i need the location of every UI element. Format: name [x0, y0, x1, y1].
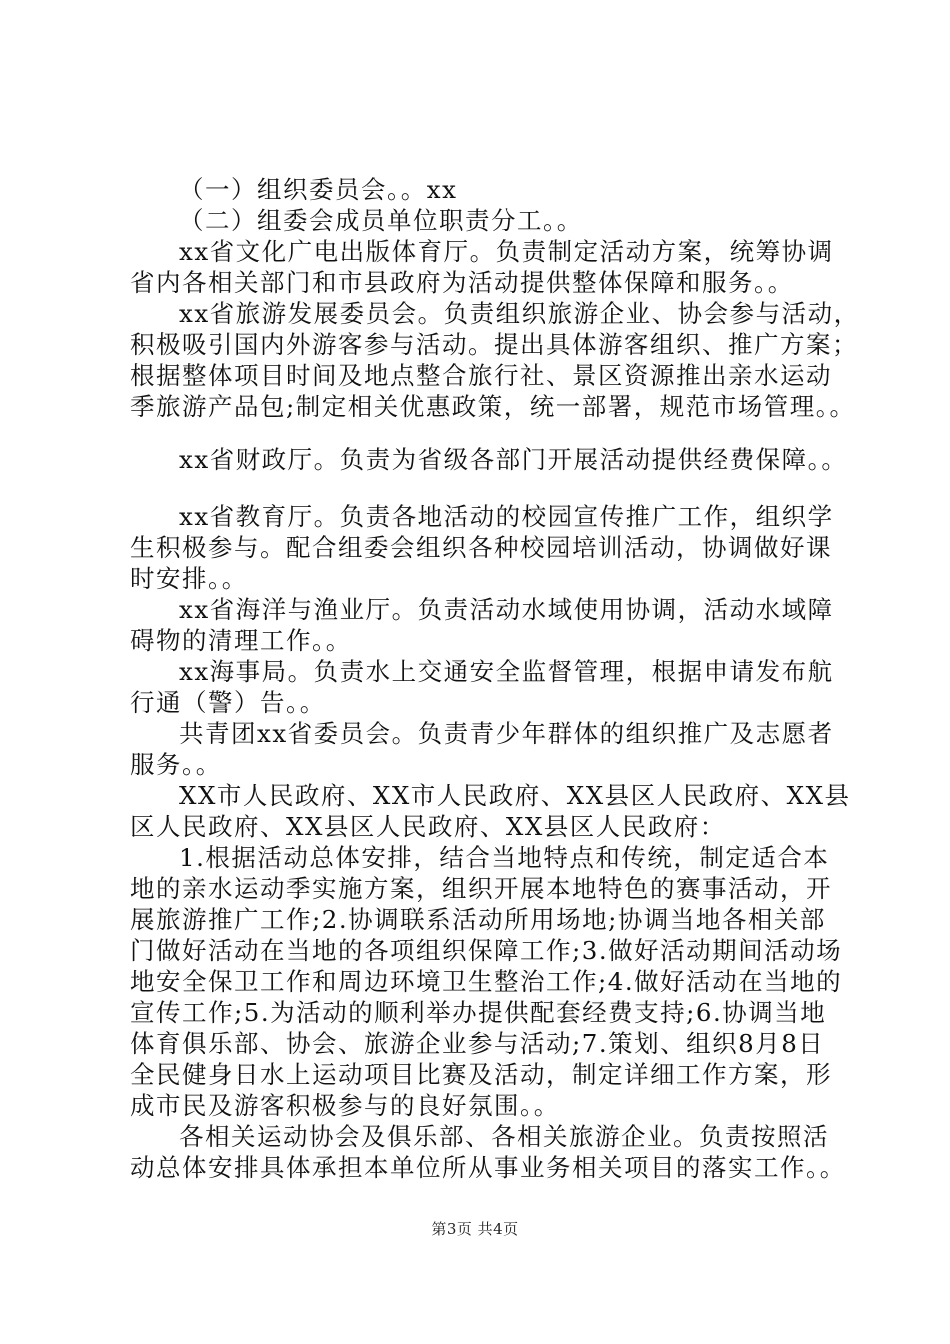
paragraph-tourism-line-1: xx省旅游发展委员会。负责组织旅游企业、协会参与活动，	[179, 299, 860, 328]
paragraph-maritime-line-1: xx海事局。负责水上交通安全监督管理，根据申请发布航	[179, 657, 834, 686]
paragraph-duties-list-line-1: 1.根据活动总体安排，结合当地特点和传统，制定适合本	[179, 843, 830, 872]
paragraph-duties-list-line-7: 体育俱乐部、协会、旅游企业参与活动;7.策划、组织8月8日	[130, 1029, 825, 1058]
heading-organizing-committee: （一）组织委员会。。xx	[179, 175, 458, 204]
paragraph-duties-list-line-4: 门做好活动在当地的各项组织保障工作;3.做好活动期间活动场	[130, 936, 843, 965]
paragraph-ocean-line-2: 碍物的清理工作。。	[130, 626, 352, 655]
paragraph-governments-line-1: XX市人民政府、XX市人民政府、XX县区人民政府、XX县	[179, 781, 851, 810]
document-body	[130, 174, 860, 1183]
paragraph-governments-line-2: 区人民政府、XX县区人民政府、XX县区人民政府：	[130, 812, 726, 841]
paragraph-duties-list-line-6: 宣传工作;5.为活动的顺利举办提供配套经费支持;6.协调当地	[130, 998, 827, 1027]
paragraph-tourism-line-4: 季旅游产品包;制定相关优惠政策，统一部署，规范市场管理。。	[130, 392, 856, 421]
paragraph-finance-dept: xx省财政厅。负责为省级各部门开展活动提供经费保障。。	[179, 445, 848, 474]
page-footer: 第3页 共4页	[431, 1220, 519, 1238]
paragraph-duties-list-line-8: 全民健身日水上运动项目比赛及活动，制定详细工作方案，形	[130, 1060, 832, 1089]
paragraph-culture-dept-line-1: xx省文化广电出版体育厅。负责制定活动方案，统筹协调	[179, 237, 834, 266]
paragraph-duties-list-line-2: 地的亲水运动季实施方案，组织开展本地特色的赛事活动，开	[130, 874, 832, 903]
paragraph-youth-league-line-1: 共青团xx省委员会。负责青少年群体的组织推广及志愿者	[179, 719, 834, 748]
paragraph-youth-league-line-2: 服务。。	[130, 750, 222, 779]
paragraph-associations-line-2: 动总体安排具体承担本单位所从事业务相关项目的落实工作。。	[130, 1153, 846, 1182]
paragraph-tourism-line-3: 根据整体项目时间及地点整合旅行社、景区资源推出亲水运动	[130, 361, 832, 390]
paragraph-ocean-line-1: xx省海洋与渔业厅。负责活动水域使用协调，活动水域障	[179, 595, 834, 624]
paragraph-education-line-1: xx省教育厅。负责各地活动的校园宣传推广工作，组织学	[179, 502, 834, 531]
paragraph-education-line-3: 时安排。。	[130, 564, 248, 593]
paragraph-duties-list-line-3: 展旅游推广工作;2.协调联系活动所用场地;协调当地各相关部	[130, 905, 826, 934]
paragraph-education-line-2: 生积极参与。配合组委会组织各种校园培训活动，协调做好课	[130, 533, 832, 562]
paragraph-associations-line-1: 各相关运动协会及俱乐部、各相关旅游企业。负责按照活	[179, 1122, 829, 1151]
paragraph-duties-list-line-9: 成市民及游客积极参与的良好氛围。。	[130, 1091, 560, 1120]
paragraph-duties-list-line-5: 地安全保卫工作和周边环境卫生整治工作;4.做好活动在当地的	[130, 967, 843, 996]
heading-member-duties: （二）组委会成员单位职责分工。。	[179, 206, 583, 235]
paragraph-culture-dept-line-2: 省内各相关部门和市县政府为活动提供整体保障和服务。。	[130, 268, 794, 297]
paragraph-maritime-line-2: 行通（警）告。。	[130, 688, 326, 717]
paragraph-tourism-line-2: 积极吸引国内外游客参与活动。提出具体游客组织、推广方案；	[130, 330, 858, 359]
